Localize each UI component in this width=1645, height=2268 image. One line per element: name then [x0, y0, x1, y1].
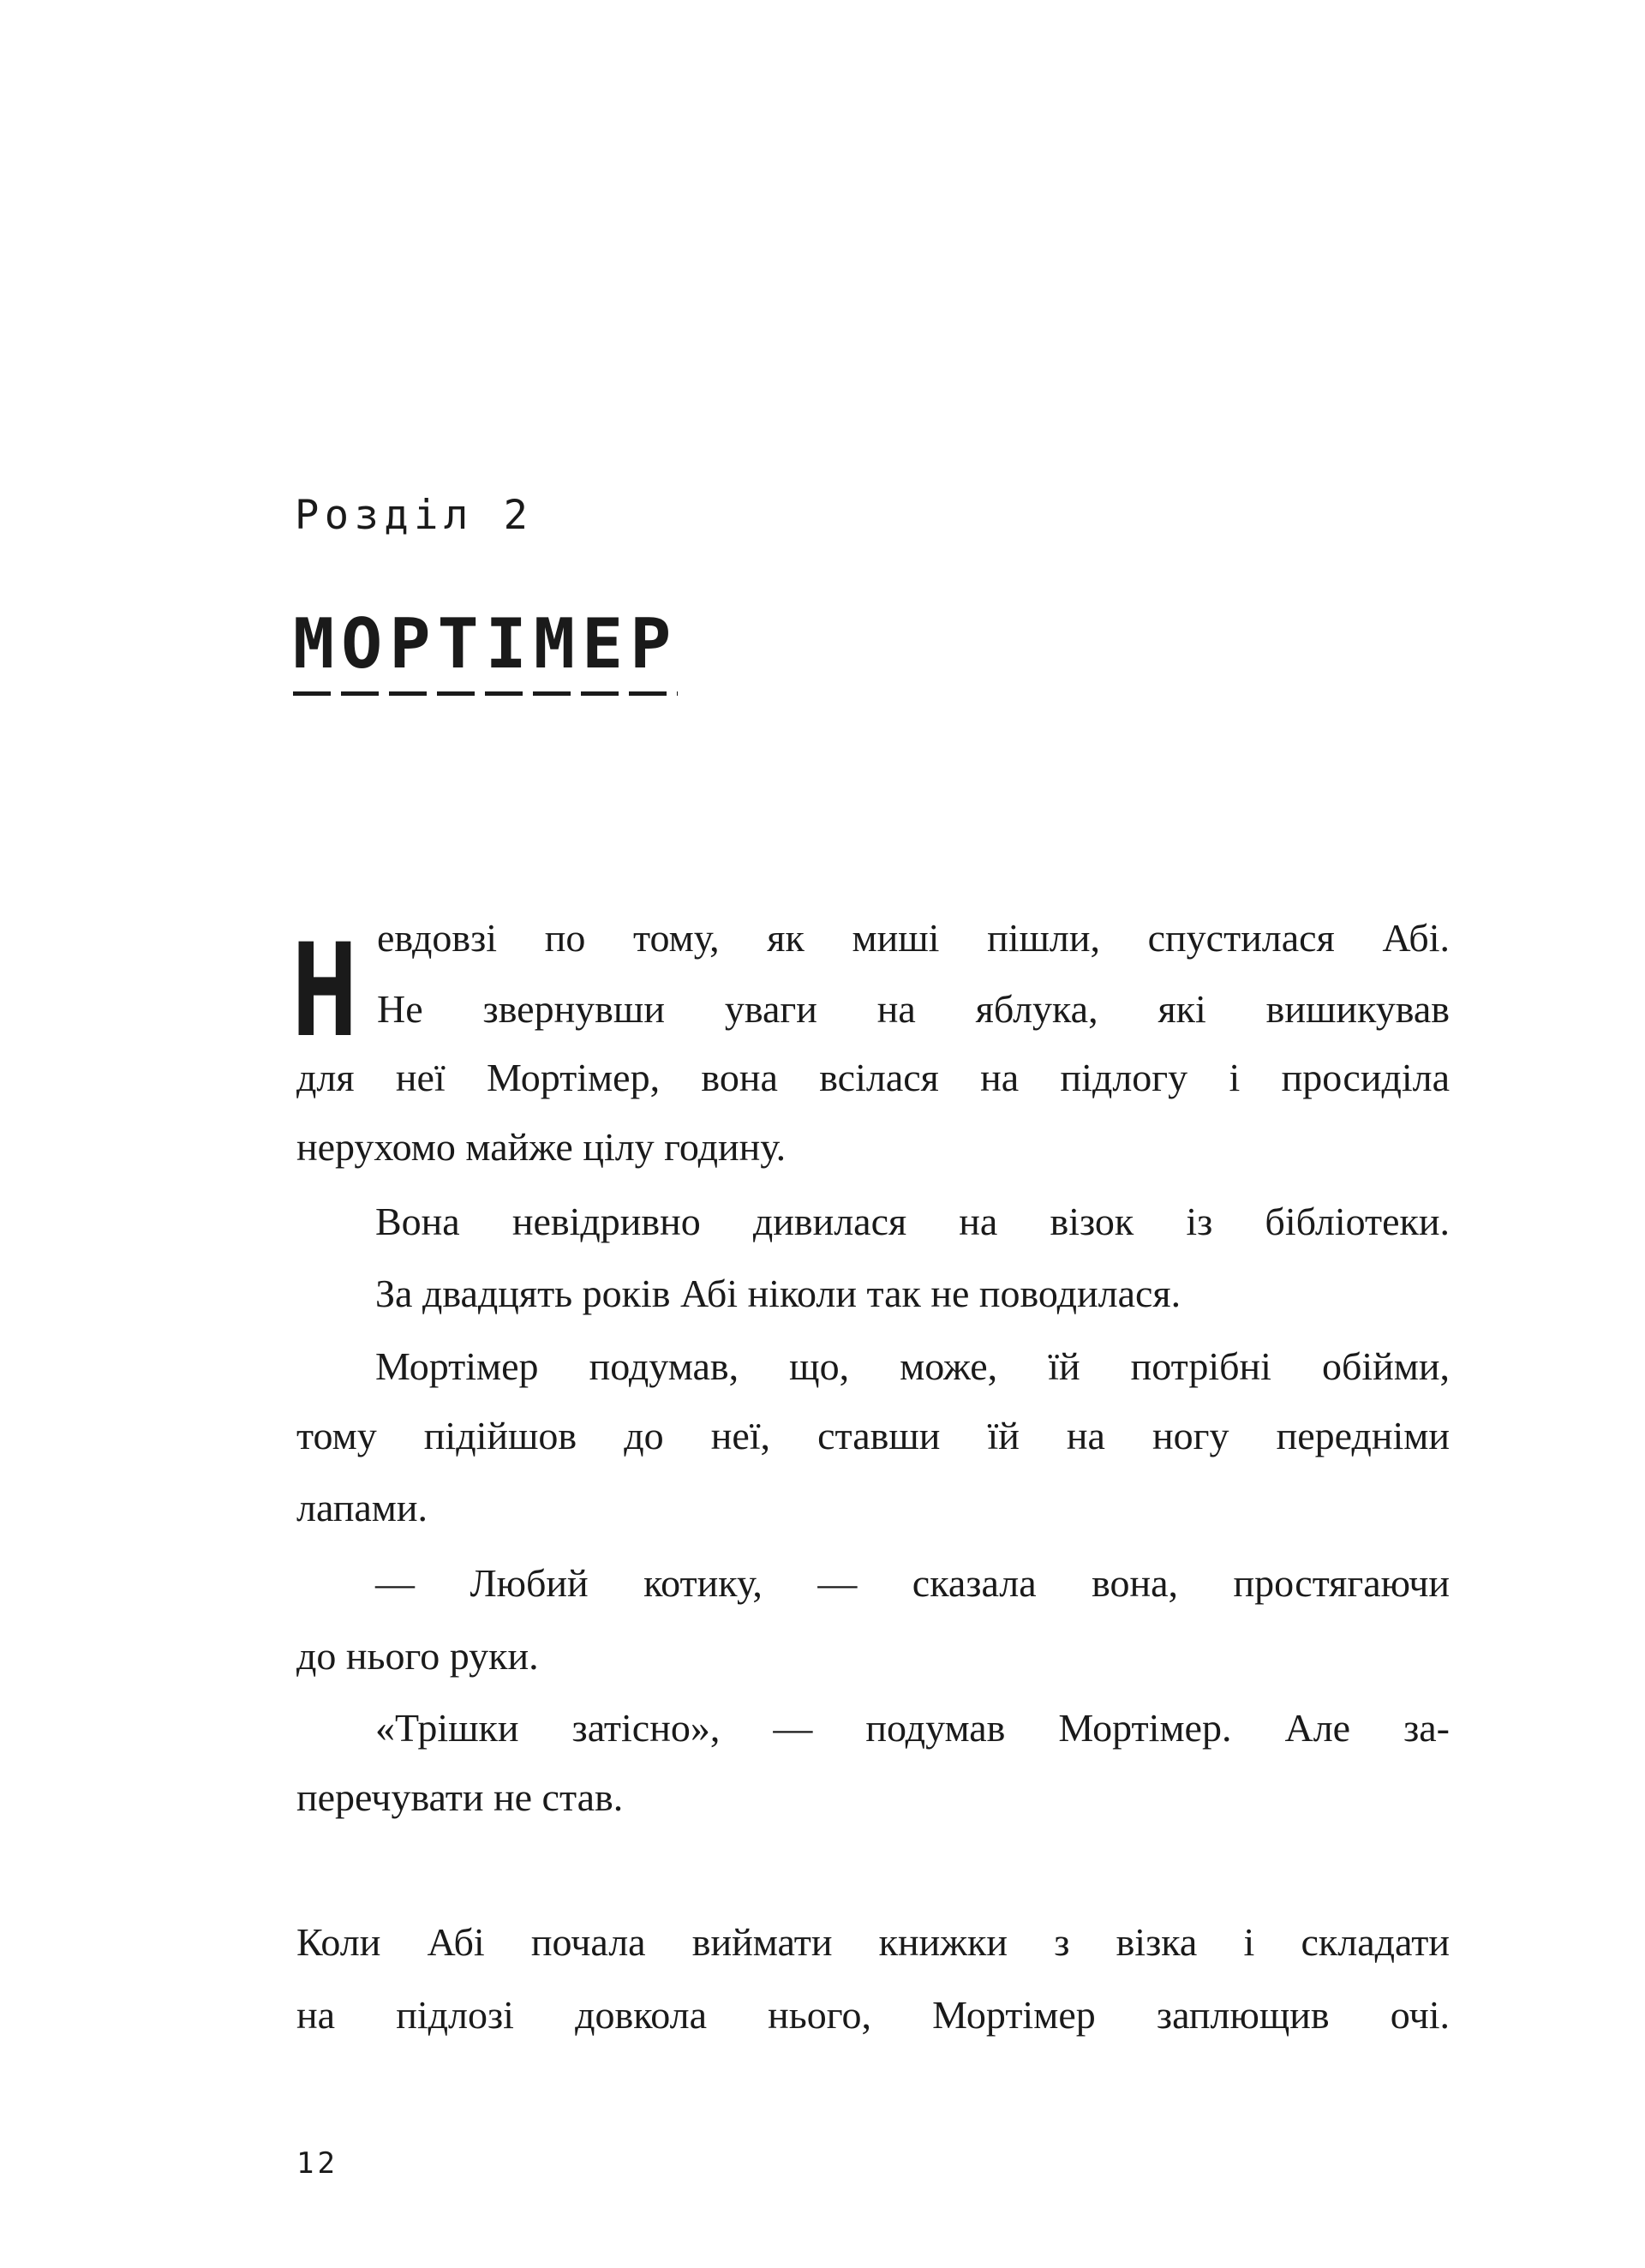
text-line: для неї Мортімер, вона всілася на підлогу і просиділа [296, 1056, 1450, 1099]
page-number: 12 [296, 2146, 338, 2181]
text-line: Мортімер подумав, що, може, їй потрібні обійми, [375, 1344, 1450, 1388]
text-line: нерухомо майже цілу годину. [296, 1125, 787, 1169]
text-line: до нього руки. [296, 1634, 539, 1678]
text-line: перечувати не став. [296, 1775, 624, 1819]
chapter-label: Розділ 2 [295, 492, 534, 539]
text-line: тому підійшов до неї, ставши їй на ногу передніми [296, 1414, 1450, 1457]
text-line: лапами. [296, 1486, 428, 1529]
text-line: Коли Абі почала виймати книжки з візка і складати [296, 1920, 1450, 1964]
drop-cap: Н [291, 917, 358, 1066]
text-line: Вона невідривно дивилася на візок із бібліотеки. [375, 1200, 1450, 1243]
chapter-title: МОРТІМЕР [293, 610, 678, 696]
text-line: Не звернувши уваги на яблука, які вишикував [377, 987, 1450, 1031]
text-line: на підлозі довкола нього, Мортімер заплющив очі. [296, 1993, 1450, 2037]
text-line: евдовзі по тому, як миші пішли, спустилася Абі. [377, 916, 1450, 960]
text-line: — Любий котику, — сказала вона, простягаючи [375, 1561, 1450, 1605]
text-line: «Трішки затісно», — подумав Мортімер. Але за- [375, 1706, 1450, 1750]
text-line: За двадцять років Абі ніколи так не поводилася. [375, 1272, 1181, 1315]
